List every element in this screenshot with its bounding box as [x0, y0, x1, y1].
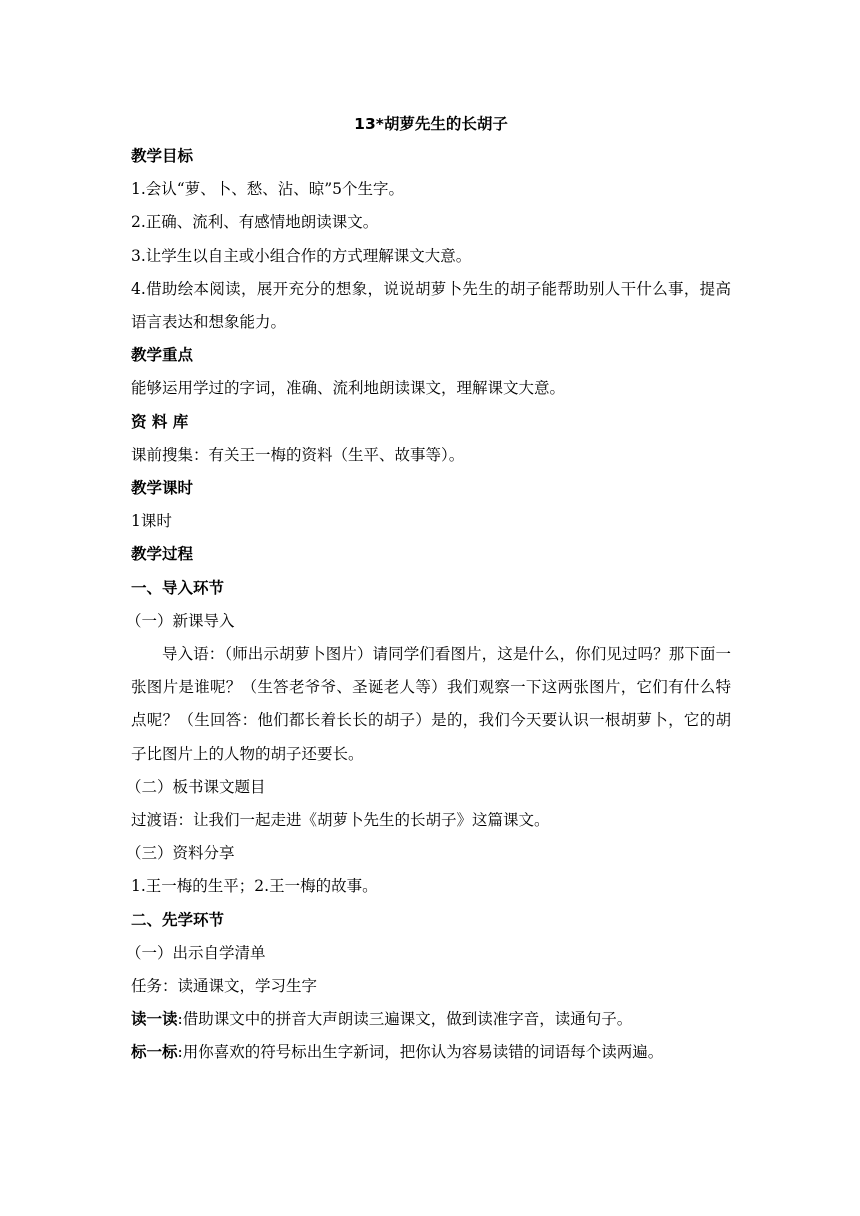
section-1-intro-paragraph: 导入语：（师出示胡萝卜图片）请同学们看图片，这是什么，你们见过吗？那下面一张图片是谁呢？（生答老爷爷、圣诞老人等）我们观察一下这两张图片，它们有什么特点呢？（生回答：他们都长着长长的胡子）是的，我们今天要认识一根胡萝卜，它的胡子比图片上的人物的胡子还要长。 [131, 645, 731, 763]
key-points-text: 能够运用学过的字词，准确、流利地朗读课文，理解课文大意。 [131, 379, 566, 398]
objective-1: 1.会认“萝、卜、愁、沾、晾”5个生字。 [131, 180, 404, 199]
resources-text: 课前搜集：有关王一梅的资料（生平、故事等）。 [131, 445, 465, 464]
objective-2: 2.正确、流利、有感情地朗读课文。 [131, 213, 379, 232]
section-1-sub-2: （二）板书课文题目 [126, 777, 266, 796]
heading-key-points: 教学重点 [131, 346, 194, 365]
section-1-heading: 一、导入环节 [131, 578, 225, 597]
heading-resources: 资 料 库 [131, 412, 189, 431]
heading-class-hours: 教学课时 [131, 479, 194, 498]
read-label: 读一读 [131, 1010, 178, 1029]
section-2-task: 任务：读通课文，学习生字 [131, 977, 318, 996]
document-title: 13*胡萝先生的长胡子 [354, 115, 508, 133]
mark-instruction [131, 1036, 731, 1069]
document-body [126, 108, 731, 1070]
read-text: :借助课文中的拼音大声朗读三遍课文，做到读准字音，读通句子。 [177, 1010, 633, 1029]
section-1-transition: 过渡语：让我们一起走进《胡萝卜先生的长胡子》这篇课文。 [131, 811, 550, 830]
section-2-heading: 二、先学环节 [131, 910, 225, 929]
section-1-sub-1: （一）新课导入 [126, 611, 235, 630]
mark-label: 标一标 [131, 1043, 178, 1062]
mark-text: :用你喜欢的符号标出生字新词，把你认为容易读错的词语每个读两遍。 [177, 1043, 664, 1062]
heading-process: 教学过程 [131, 545, 194, 564]
class-hours-text: 1课时 [131, 512, 172, 531]
objective-4: 4.借助绘本阅读，展开充分的想象，说说胡萝卜先生的胡子能帮助别人干什么事，提高语言表达和想象能力。 [131, 279, 731, 332]
read-instruction [131, 1003, 731, 1036]
heading-objectives: 教学目标 [131, 147, 194, 165]
objective-3: 3.让学生以自主或小组合作的方式理解课文大意。 [131, 246, 472, 265]
section-1-share: 1.王一梅的生平；2.王一梅的故事。 [131, 877, 378, 896]
section-1-sub-3: （三）资料分享 [126, 844, 235, 863]
section-2-sub-1: （一）出示自学清单 [126, 943, 266, 962]
